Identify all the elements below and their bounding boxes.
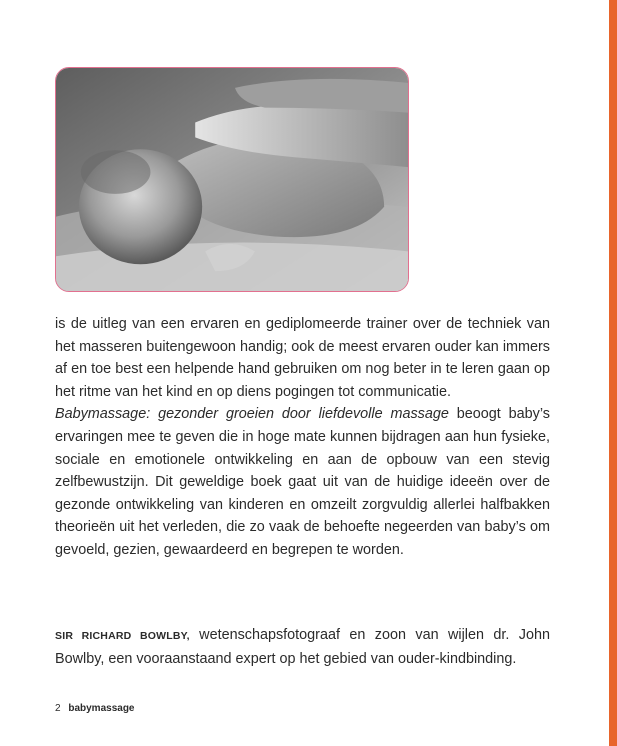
footer-book-title: babymassage [68, 703, 135, 714]
photo-illustration [56, 68, 408, 291]
paragraph-2-rest: beoogt baby’s ervaringen mee te geven die in hoge mate kunnen bijdragen aan hun fysieke, sociale en emotionele ontwikkeling en aan de opbouw van een stevig zelfbewustzijn. Dit geweldige boek gaat uit van de huidige ideeën over de gezonde ontwikkeling van kinderen en omzeilt zorgvuldig allerlei halfbakken theorieën uit het verleden, die zo vaak de behoefte negeerden van baby’s om gevoeld, gezien, gewaardeerd en begrepen te worden. [55, 406, 550, 558]
author-bio [55, 624, 550, 670]
page-footer [55, 703, 135, 714]
paragraph-2 [55, 403, 550, 561]
page-edge-bar [609, 0, 617, 746]
book-title-italic: Babymassage: gezonder groeien door liefdevolle massage [55, 406, 449, 423]
page-number: 2 [55, 703, 61, 714]
main-body-text [55, 313, 550, 562]
bio-name: SIR RICHARD BOWLBY, [55, 630, 190, 642]
paragraph-1: is de uitleg van een ervaren en gediplomeerde trainer over de techniek van het masseren buitengewoon handig; ook de meest ervaren ouder kan immers af en toe best een helpende hand gebruiken om nog beter in te leren gaan op het ritme van het kind en op diens pogingen tot communicatie. [55, 316, 550, 400]
baby-massage-photo [55, 67, 409, 292]
bio-text: wetenschapsfotograaf en zoon van wijlen dr. John Bowlby, een vooraanstaand expert op het gebied van ouder-kindbinding. [55, 627, 550, 667]
